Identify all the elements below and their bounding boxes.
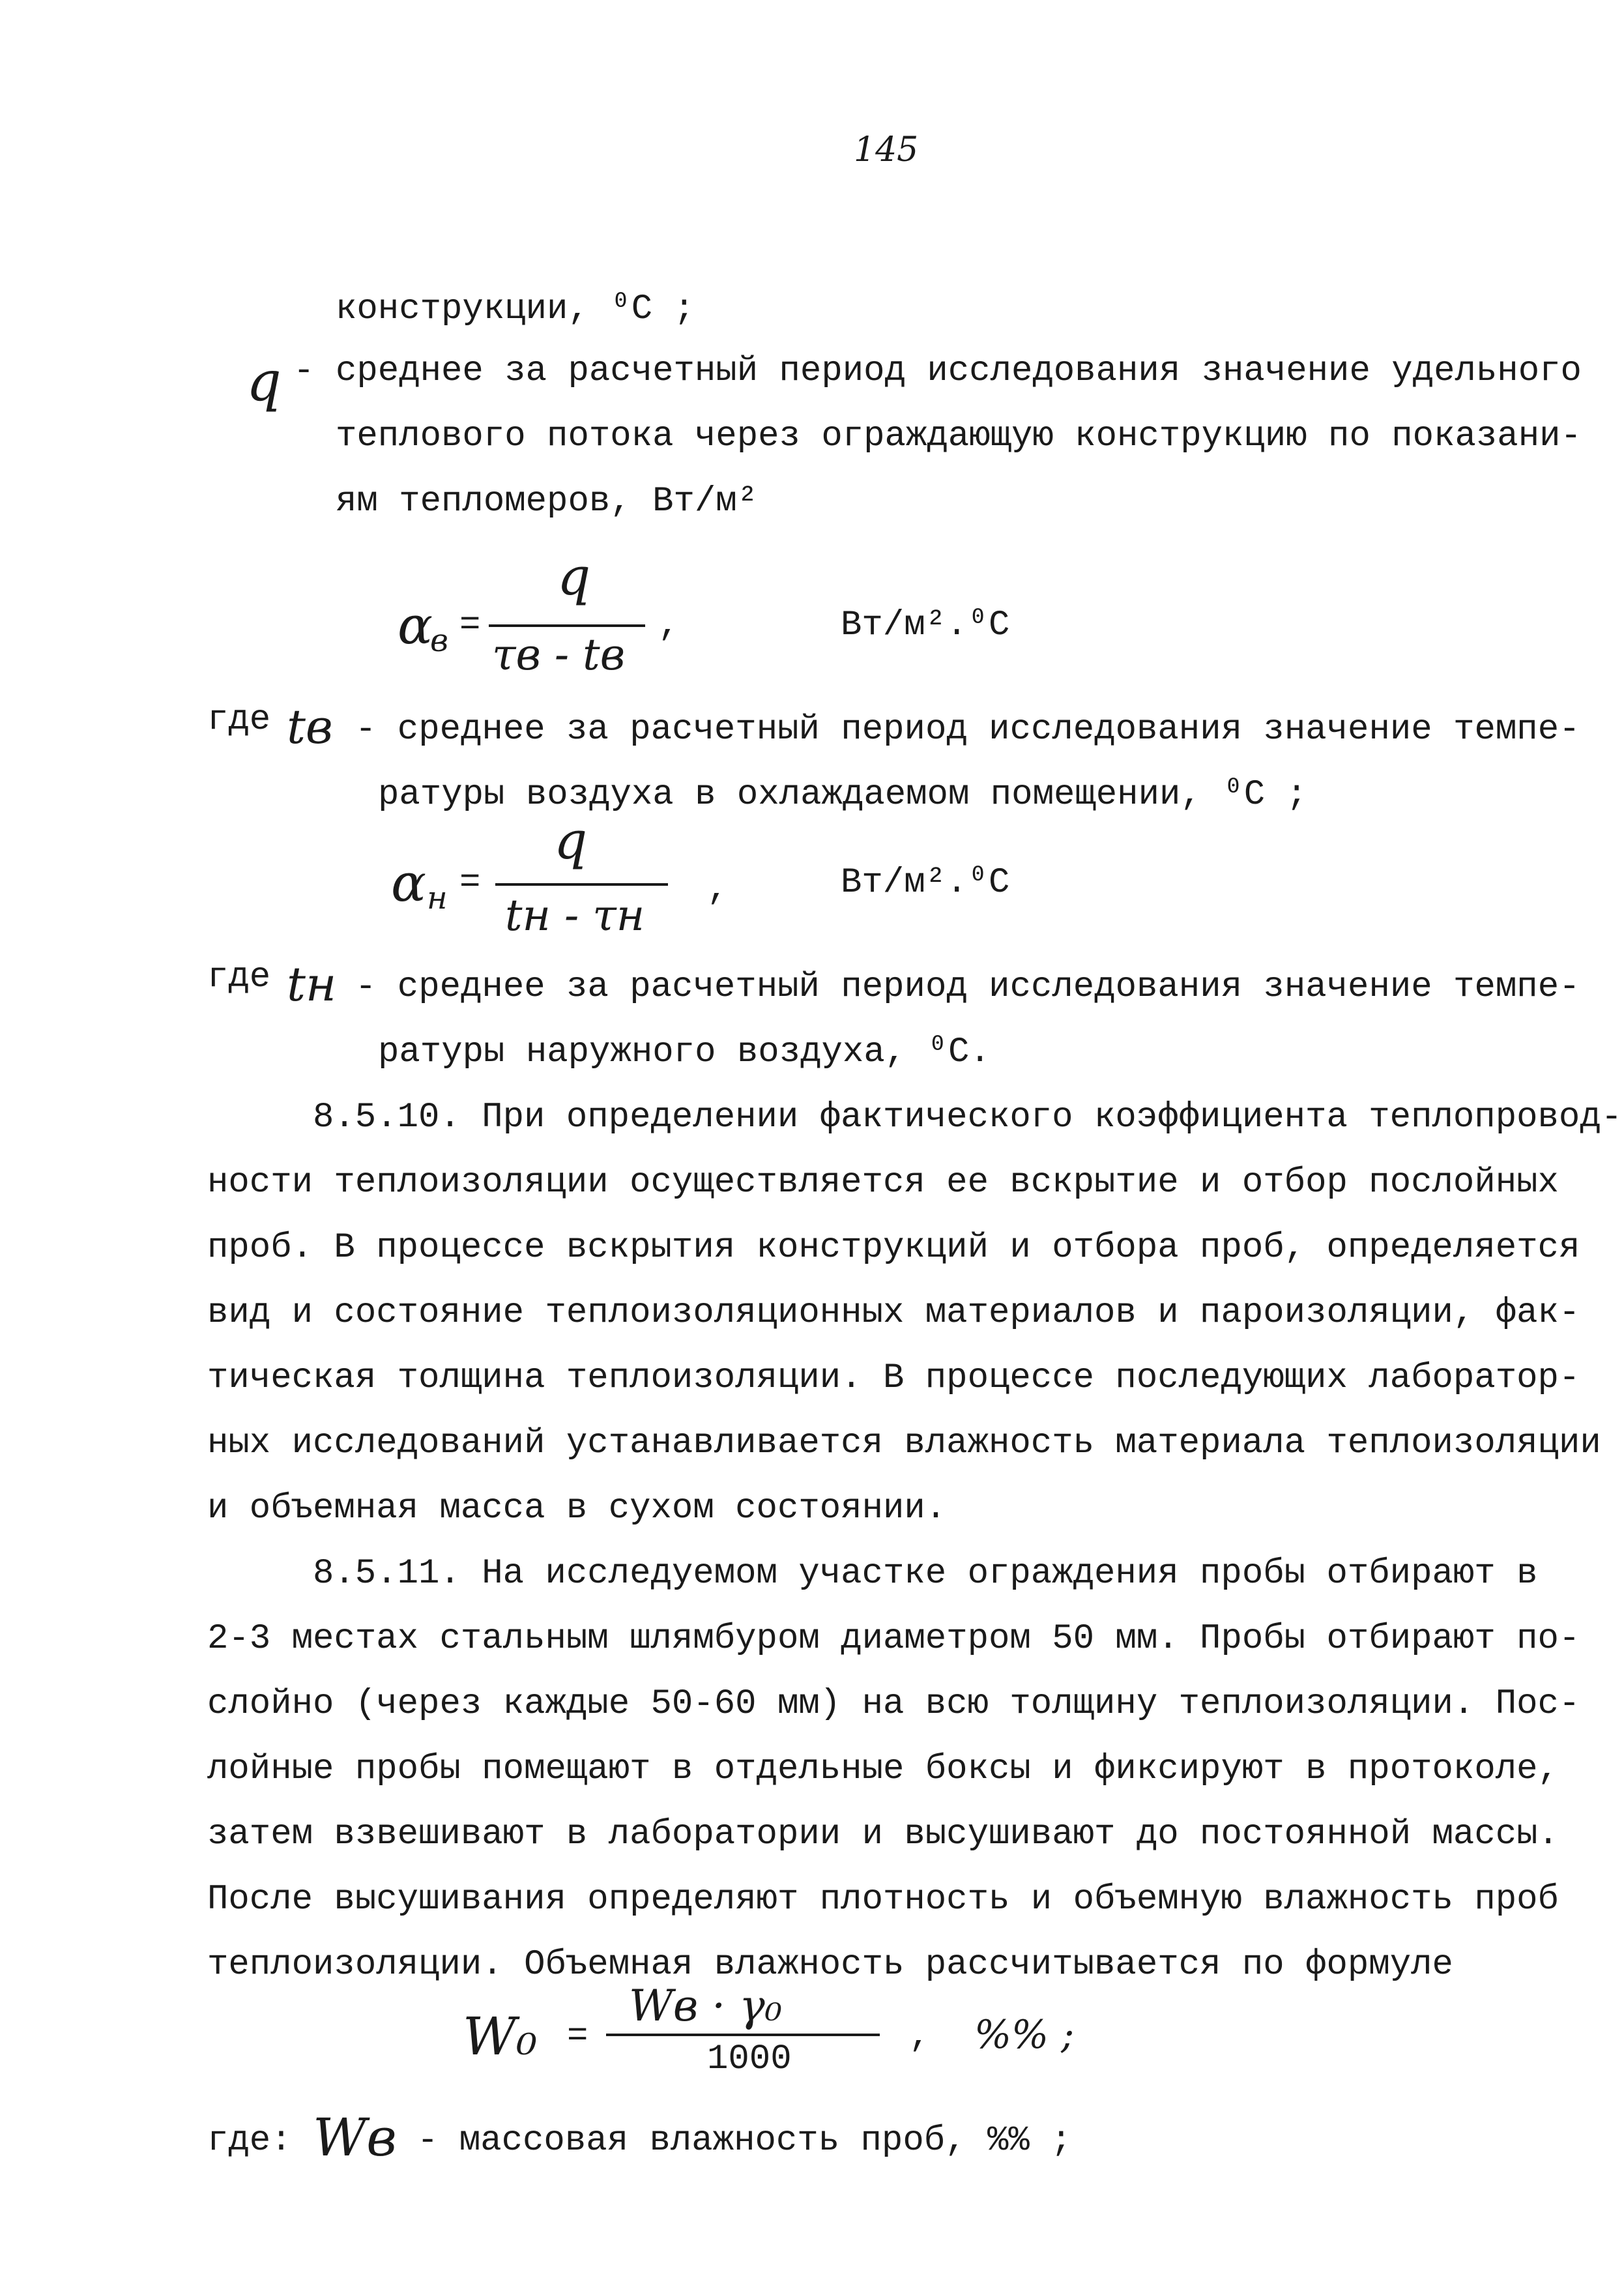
text-line: - среднее за расчетный период исследования значение темпе- [355, 967, 1580, 1007]
paragraph-line: проб. В процессе вскрытия конструкций и отбора проб, определяется [207, 1228, 1580, 1268]
formula-3-unit: %% ; [974, 2012, 1075, 2058]
paragraph-line: и объемная масса в сухом состоянии. [207, 1489, 947, 1528]
where-label: где [207, 700, 271, 740]
formula-2-denominator: tн - τн [505, 890, 645, 941]
formula-2-comma: , [707, 869, 729, 909]
paragraph-line: слойно (через каждые 50-60 мм) на всю толщину теплоизоляции. Пос- [207, 1684, 1580, 1724]
paragraph-line: ности теплоизоляции осуществляется ее вскрытие и отбор послойных [207, 1163, 1559, 1203]
formula-3-lhs: W₀ [463, 2006, 538, 2067]
formula-3-denominator: 1000 [707, 2039, 792, 2079]
text-line: - среднее за расчетный период исследования значение темпе- [355, 710, 1580, 750]
formula-1-fraction-bar [489, 624, 645, 627]
text-line: конструкции, ⁰С ; [336, 289, 695, 329]
where-label: где: [207, 2121, 292, 2161]
text-line: - массовая влажность проб, %% ; [417, 2121, 1072, 2161]
formula-1-numerator: q [557, 546, 591, 607]
formula-1-lhs-sub: в [430, 622, 448, 659]
q-dash: - [293, 351, 315, 391]
paragraph-line: теплоизоляции. Объемная влажность рассчитывается по формуле [207, 1945, 1453, 1985]
where-label: где [207, 957, 271, 997]
formula-3-eq: = [567, 2017, 588, 2056]
formula-2-lhs: α [391, 853, 427, 913]
q-symbol: q [246, 349, 282, 413]
t-v-symbol: tв [287, 699, 333, 754]
paragraph-line: После высушивания определяют плотность и объемную влажность проб [207, 1880, 1559, 1919]
paragraph-line: затем взвешивают в лаборатории и высушивают до постоянной массы. [207, 1815, 1559, 1854]
paragraph-line: тическая толщина теплоизоляции. В процессе последующих лаборатор- [207, 1358, 1580, 1398]
formula-1-denominator: τв - tв [492, 630, 626, 680]
formula-1-eq: = [459, 606, 481, 645]
formula-2-lhs-sub: н [427, 880, 448, 916]
text-line: среднее за расчетный период исследования значение удельного [336, 351, 1582, 391]
formula-2-unit: Вт/м².⁰С [841, 863, 1010, 903]
text-line: ратуры воздуха в охлаждаемом помещении, ⁰С ; [378, 775, 1307, 815]
formula-2-eq: = [459, 863, 481, 903]
paragraph-line: 8.5.11. На исследуемом участке ограждения пробы отбирают в [313, 1554, 1538, 1594]
formula-2-fraction-bar [495, 883, 668, 886]
formula-1-lhs: α [398, 595, 433, 656]
paragraph-line: ных исследований устанавливается влажность материала теплоизоляции [207, 1423, 1601, 1463]
paragraph-line: лойные пробы помещают в отдельные боксы и фиксируют в протоколе, [207, 1749, 1559, 1789]
t-n-symbol: tн [287, 957, 337, 1012]
formula-1-unit: Вт/м².⁰С [841, 606, 1010, 645]
text-line: ям тепломеров, Вт/м² [336, 482, 759, 521]
formula-3-comma: , [909, 2017, 931, 2056]
formula-3-numerator: Wв · γ₀ [629, 1981, 783, 2031]
w-v-symbol: Wв [313, 2107, 397, 2168]
text-line: ратуры наружного воздуха, ⁰С. [378, 1032, 991, 1072]
formula-2-numerator: q [554, 810, 588, 871]
formula-3-fraction-bar [606, 2034, 880, 2036]
text-line: теплового потока через ограждающую конструкцию по показани- [336, 416, 1582, 456]
paragraph-line: 2-3 местах стальным шлямбуром диаметром 50 мм. Пробы отбирают по- [207, 1619, 1580, 1659]
formula-1-comma: , [658, 606, 680, 645]
paragraph-line: вид и состояние теплоизоляционных материалов и пароизоляции, фак- [207, 1293, 1580, 1333]
paragraph-line: 8.5.10. При определении фактического коэффициента теплопровод- [313, 1098, 1623, 1137]
page-number: 145 [854, 130, 919, 169]
